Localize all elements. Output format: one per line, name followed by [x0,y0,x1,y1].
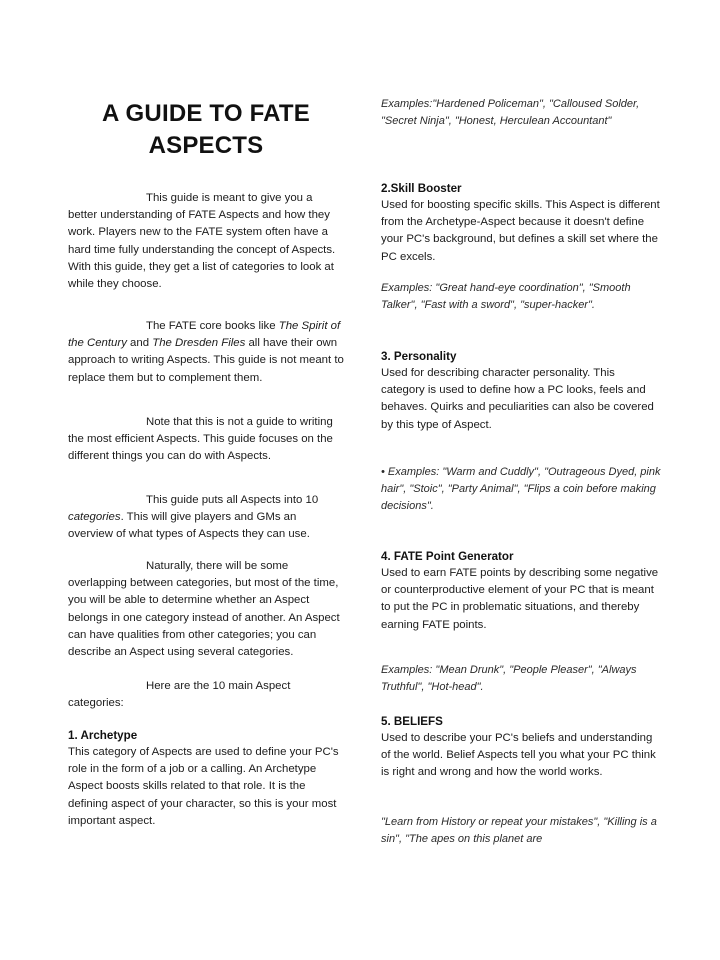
section-heading-skill-booster: 2.Skill Booster [381,182,462,195]
intro-p2-text-a: The FATE core books like [146,320,279,332]
book-title-spirit: The Spirit of the Century [68,320,341,350]
section-heading-beliefs: 5. BELIEFS [381,715,443,728]
intro-paragraph-5: Naturally, there will be some overlapping between categories, but most of the time, you will be able to determine whether an Aspect belongs in one category instead of another. An Aspect can have qualities from other categories; you can describe an Aspect using several categories. [68,560,340,659]
section-heading-archetype: 1. Archetype [68,729,138,742]
intro-paragraph-6: Here are the 10 main Aspect categories: [68,680,291,710]
intro-paragraph-4 [68,492,344,544]
intro-p4-text-a: This guide puts all Aspects into 10 [146,494,319,506]
section-body-beliefs: Used to describe your PC's beliefs and understanding of the world. Belief Aspects tell you what your PC think is right and wrong and how the world works. [381,732,656,779]
section-body-skill-booster: Used for boosting specific skills. This Aspect is different from the Archetype-Aspect because it doesn't define your PC's background, but defines a skill set where the PC excels. [381,199,660,263]
intro-p2-text-e: all have their own approach to writing Aspects. This guide is not meant to replace them but to complement them. [68,337,344,384]
examples-archetype: Examples:"Hardened Policeman", "Calloused Solder, "Secret Ninja", "Honest, Herculean Accountant" [381,98,640,128]
page-title: A GUIDE TO FATE ASPECTS [102,100,310,159]
section-body-fate-point-generator: Used to earn FATE points by describing some negative or counterproductive element of your PC that is meant to put the PC in problematic situations, and thereby earning FATE points. [381,567,659,631]
intro-paragraph-1: This guide is meant to give you a better understanding of FATE Aspects and how they work. Players new to the FATE system often have a hard time fully understanding the concept of Aspects. With this guide, they get a list of categories to look at while they choose. [68,192,336,291]
examples-beliefs: "Learn from History or repeat your mistakes", "Killing is a sin", "The apes on this planet are [381,816,657,846]
examples-personality: • Examples: "Warm and Cuddly", "Outrageous Dyed, pink hair", "Stoic", "Party Animal", "Flips a coin before making decisions". [381,466,661,513]
examples-skill-booster: Examples: "Great hand-eye coordination", "Smooth Talker", "Fast with a sword", "super-hacker". [381,282,631,312]
intro-paragraph-2 [68,318,344,387]
intro-p2-text-c: and [126,337,153,350]
section-body-archetype: This category of Aspects are used to define your PC's role in the form of a job or a calling. An Archetype Aspect boosts skills related to that role. It is the defining aspect of your character, so this is your most important aspect. [68,746,339,827]
categories-emphasis: categories [68,511,121,524]
intro-paragraph-3: Note that this is not a guide to writing the most efficient Aspects. This guide focuses on the different things you can do with Aspects. [68,416,333,463]
section-body-personality: Used for describing character personality. This category is used to define how a PC looks, feels and behaves. Quirks and peculiarities can also be covered by this type of Aspect. [381,367,654,431]
section-heading-fate-point-generator: 4. FATE Point Generator [381,550,514,563]
section-heading-personality: 3. Personality [381,350,457,363]
intro-p4-text-c: . This will give players and GMs an overview of what types of Aspects they can use. [68,511,310,541]
examples-fate-point-generator: Examples: "Mean Drunk", "People Pleaser", "Always Truthful", "Hot-head". [381,664,637,694]
book-title-dresden: The Dresden Files [152,337,246,350]
